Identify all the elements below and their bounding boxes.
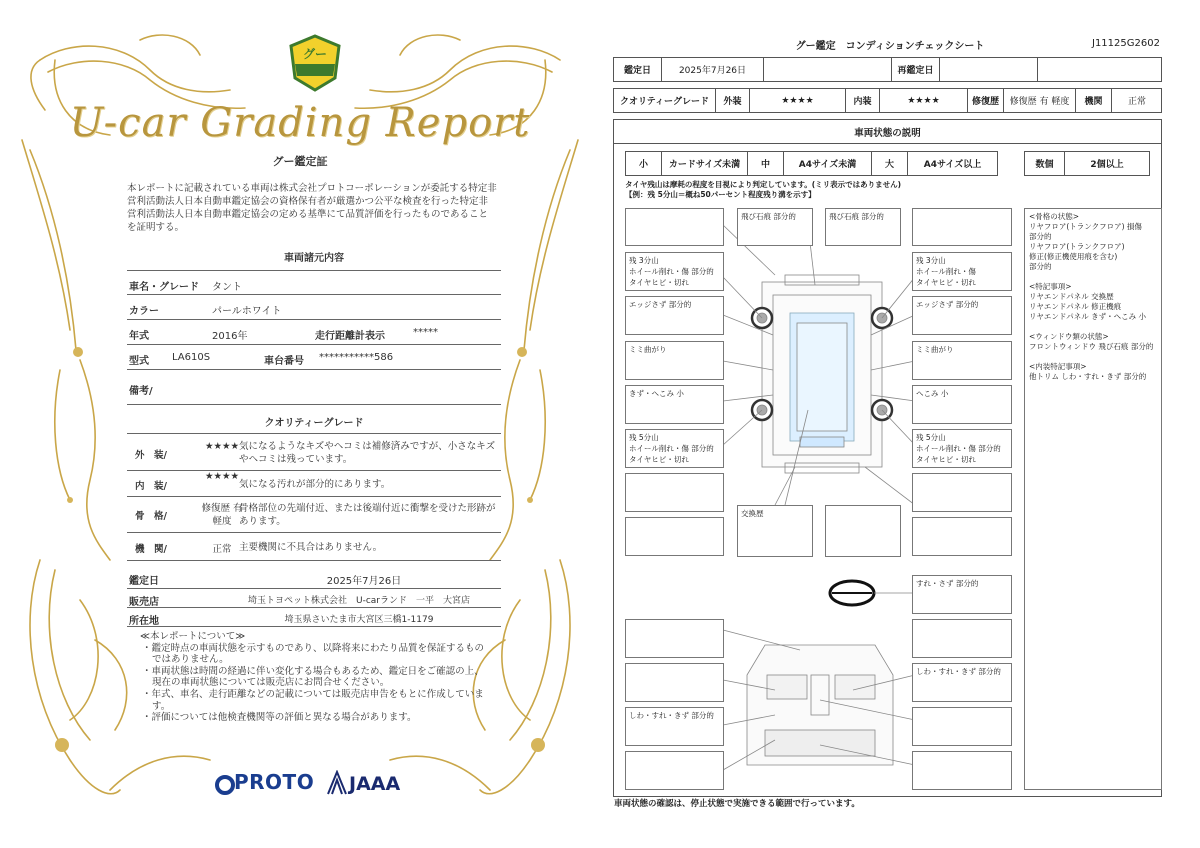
note-item: ・評価については他検査機関等の評価と異なる場合があります。: [142, 712, 417, 724]
damage-box: [912, 208, 1012, 246]
shield-logo-icon: [287, 34, 343, 92]
damage-edge-left: エッジさず 部分的: [625, 296, 724, 335]
address-row: 所在地 埼玉県さいたま市大宮区三橋1-1179: [127, 608, 501, 627]
tire-rear-left: 残 5分山 ホイール削れ・傷 部分的 タイヤヒビ・切れ: [625, 429, 724, 468]
dealer-row: 販売店 埼玉トヨペット株式会社 U-carランド 一平 大宮店: [127, 589, 501, 608]
legend-special-group: <特記事項> リヤエンドパネル 交換歴 リヤエンドパネル 修正機痕 リヤエンドパネル きず・へこみ 小: [1029, 282, 1146, 321]
damage-box: [825, 505, 901, 557]
grade-row-interior: 内 装/ ★★★★ 気になる汚れが部分的にあります。: [127, 471, 501, 497]
damage-box: [625, 663, 724, 702]
note-item: ・鑑定時点の車両状態を示すものであり、以降将来にわたり品質を保証するものではありません。: [142, 642, 485, 666]
damage-rear: 交換歴: [737, 505, 813, 557]
report-notes: [140, 631, 490, 724]
damage-interior-left: しわ・すれ・きず 部分的: [625, 707, 724, 746]
legend-frame-group: <骨格の状態> リヤフロア(トランクフロア) 損傷 部分的 リヤフロア(トランクフロア) 修正(修正機使用痕を含む) 部分的: [1029, 212, 1142, 271]
report-script-title: U-car Grading Report: [69, 100, 531, 146]
damage-box: [912, 517, 1012, 556]
spec-row-year: 年式 2016年 走行距離計表示 *****: [127, 320, 501, 345]
damage-interior-right: しわ・すれ・きず 部分的: [912, 663, 1012, 702]
inspection-date-bar: 鑑定日 2025年7月26日 再鑑定日: [613, 57, 1162, 82]
certificate-statement: 本レポートに記載されている車両は株式会社プロトコーポレーションが委託する特定非営利活動法人日本自動車鑑定協会の資格保有者が厳選かつ公平な検査を行った特定非営利活動法人日本自動車鑑定協会の定める基準にて品質評価を行ったものであることを証明する。: [127, 183, 497, 233]
damage-box: [912, 707, 1012, 746]
damage-box: [625, 208, 724, 246]
damage-steering: すれ・さず 部分的: [912, 575, 1012, 614]
size-legend: 小 カードサイズ未満 中 A4サイズ未満 大 A4サイズ以上: [625, 151, 998, 176]
tire-rear-right: 残 5分山 ホイール削れ・傷 部分的 タイヤヒビ・切れ: [912, 429, 1012, 468]
spec-row-model: 型式 LA610S 車台番号 ***********586: [127, 345, 501, 370]
damage-side-right: へこみ 小: [912, 385, 1012, 424]
damage-box: [625, 517, 724, 556]
tire-front-left: 残 3分山 ホイール削れ・傷 部分的 タイヤヒビ・切れ: [625, 252, 724, 291]
sheet-title: グー鑑定 コンディションチェックシート: [795, 41, 985, 52]
spec-row-name: 車名・グレード タント: [127, 270, 501, 295]
grade-section-title: クオリティーグレード: [264, 418, 364, 429]
svg-text:グー: グー: [302, 47, 328, 61]
damage-box: [912, 619, 1012, 658]
note-item: ・年式、車名、走行距離などの記載については販売店申告をもとに作成しています。: [142, 688, 484, 712]
damage-box: [912, 473, 1012, 512]
certificate-title: グー鑑定証: [272, 155, 328, 168]
damage-front-right: 飛び石痕 部分的: [825, 208, 901, 246]
damage-box: [625, 473, 724, 512]
tire-front-right: 残 3分山 ホイール削れ・傷 タイヤヒビ・切れ: [912, 252, 1012, 291]
inspection-date-row: 鑑定日 2025年7月26日: [127, 568, 501, 589]
damage-box: [625, 619, 724, 658]
goo-kantei-logo: [287, 34, 343, 92]
legend-interior-group: <内装特記事項> 他トリム しわ・すれ・きず 部分的: [1029, 362, 1147, 381]
damage-ear-right: ミミ曲がり: [912, 341, 1012, 380]
condition-panel-title: 車両状態の説明: [614, 120, 1161, 144]
damage-box: [912, 751, 1012, 790]
damage-side-left: きず・へこみ 小: [625, 385, 724, 424]
condition-check-sheet: [600, 0, 1200, 848]
damage-ear-left: ミミ曲がり: [625, 341, 724, 380]
legend-window-group: <ウィンドウ類の状態> フロントウィンドウ 飛び石痕 部分的: [1029, 332, 1154, 351]
spec-row-color: カラー パールホワイト: [127, 295, 501, 320]
count-legend: 数個 2個以上: [1024, 151, 1150, 176]
condition-legend: [1024, 208, 1162, 790]
grade-row-exterior: 外 装/ ★★★★ 気になるようなキズやヘコミは補修済みですが、小さなキズやヘコミは残っています。: [127, 433, 501, 471]
quality-grade-bar: クオリティーグレード 外装 ★★★★ 内装 ★★★★ 修復歴 修復歴 有 軽度 機関 正常: [613, 88, 1162, 113]
tire-example-note: 【例：残 5分山＝概ね50パーセント程度残り溝を示す】: [625, 190, 816, 199]
grade-row-frame: 骨 格/ 修復歴 有 軽度 骨格部位の先端付近、または後端付近に衝撃を受けた形跡があります。: [127, 497, 501, 533]
notes-heading: ≪本レポートについて≫: [140, 631, 246, 642]
grade-row-engine: 機 関/ 正常 主要機関に不具合はありません。: [127, 533, 501, 561]
proto-brand: PROTO: [234, 770, 315, 794]
jaaa-logo-icon: [326, 770, 348, 796]
document-id: J11125G2602: [1092, 38, 1160, 49]
sheet-footer-note: 車両状態の確認は、停止状態で実施できる範囲で行っています。: [614, 799, 860, 809]
tire-note: タイヤ残山は摩耗の程度を目視により判定しています。(ミリ表示ではありません): [625, 180, 902, 189]
damage-edge-right: エッジさず 部分的: [912, 296, 1012, 335]
spec-row-notes: 備考/: [127, 375, 501, 405]
damage-front-left: 飛び石痕 部分的: [737, 208, 813, 246]
spec-section-title: 車両諸元内容: [284, 253, 344, 264]
damage-box: [625, 751, 724, 790]
note-item: ・車両状態は時間の経過に伴い変化する場合もあるため、鑑定日をご確認の上、現在の車両状態については販売店にお問合せください。: [142, 665, 484, 689]
proto-logo-icon: [214, 773, 236, 797]
jaaa-brand: JAAA: [349, 773, 401, 795]
